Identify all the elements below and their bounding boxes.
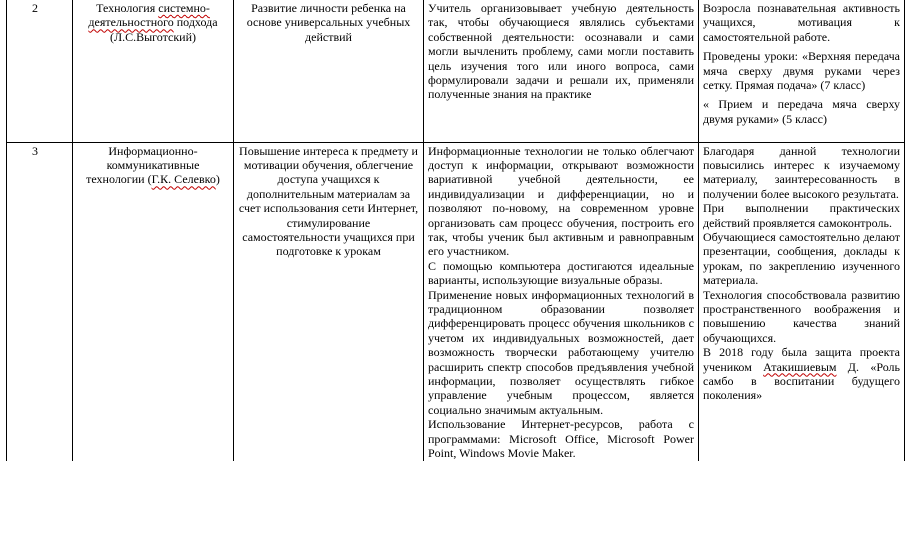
technology-result: Возросла познавательная активность учащихся, мотивация к самостоятельной работе. Проведены уроки: «Верхняя передача мяча сверху двумя руками через сетку. Прямая подача» (7 класс) « Прием и передача мяча сверху двумя руками» (5 класс) [699,0,905,142]
table-row [7,142,905,461]
technology-method: Информационные технологии не только облегчают доступ к информации, открывают возможности вариативной учебной деятельности, ее индивидуализации и дифференциации, но и позволяют по-новому, на современном уровне организовать сам процесс обучения, построить его так, чтобы ученик был активным и равноправным его участником. С помощью компьютера достигаются идеальные варианты, использующие визуальные образы. Применение новых информационных технологий в традиционном образовании позволяет дифференцировать процесс обучения школьников с учетом их индивидуальных возможностей, дает возможность творчески работающему учителю расширить спектр способов предъявления учебной информации, позволяет осуществлять гибкое управление учебным процессом, является социально значимым актуальным. Использование Интернет-ресурсов, работа с программами: Microsoft Office, Microsoft Power Point, Windows Movie Maker. [424,142,699,461]
methods-table [6,0,905,461]
technology-method: Учитель организовывает учебную деятельность так, чтобы обучающиеся являлись субъектами собственной деятельности: осознавали и сами могли вычленить проблему, сами могли поставить цель изучения того или иного вопроса, сами формулировали задачи и решали их, применяли полученные знания на практике [424,0,699,142]
technology-result: Благодаря данной технологии повысились интерес к изучаемому материалу, заинтересованность в получении более высокого результата. При выполнении практических действий проявляется самоконтроль. Обучающиеся самостоятельно делают презентации, сообщения, доклады к урокам, по закреплению изученного материала. Технология способствовала развитию пространственного воображения и повышению качества знаний обучающихся. В 2018 году была защита проекта учеником Атакишиевым Д. «Роль самбо в воспитании будущего поколения» [699,142,905,461]
technology-goal: Развитие личности ребенка на основе универсальных учебных действий [234,0,424,142]
technology-name: Информационно-коммуникативные технологии (Г.К. Селевко) [73,142,234,461]
table-row [7,0,905,142]
row-number: 2 [7,0,73,142]
project-defense-note: В 2018 году была защита проекта учеником Атакишиевым Д. «Роль самбо в воспитании будущего поколения» [703,345,900,403]
technology-name: Технология системно-деятельностного подхода (Л.С.Выготский) [73,0,234,142]
row-number: 3 [7,142,73,461]
technology-goal: Повышение интереса к предмету и мотивации обучения, облегчение доступа учащихся к дополнительным материалам за счет использования сети Интернет, стимулирование самостоятельности учащихся при подготовке к урокам [234,142,424,461]
